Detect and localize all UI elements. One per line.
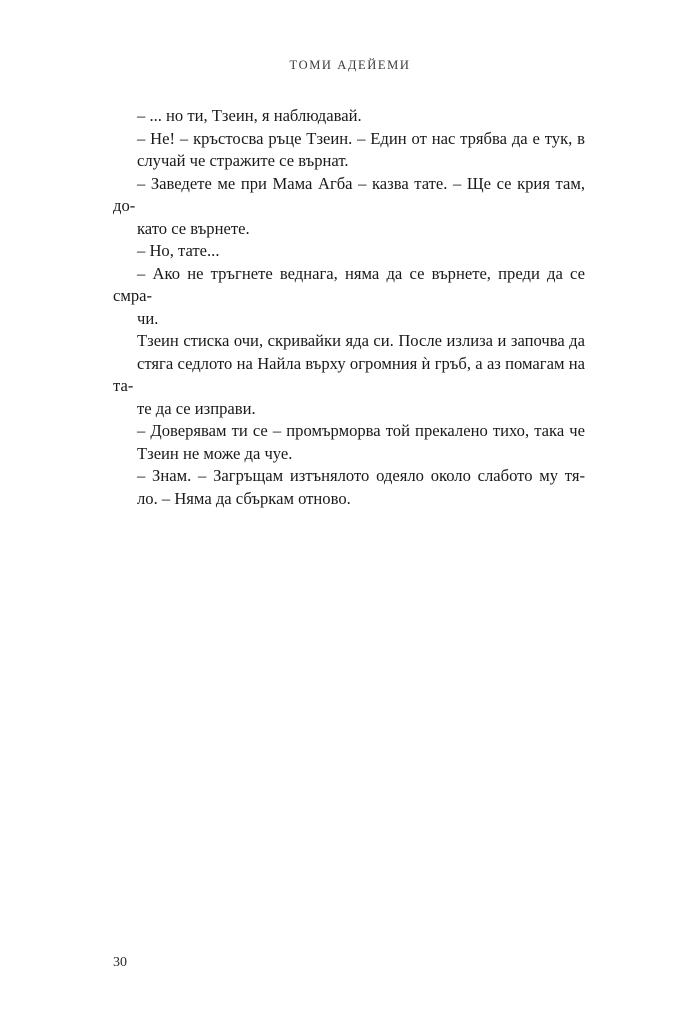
text-line: – ... но ти, Тзеин, я наблюдавай.: [137, 106, 362, 125]
text-line: – Заведете ме при Мама Агба – казва тате. – Ще се крия там, до-: [113, 173, 585, 215]
text-line: – Доверявам ти се – промърморва той прекалено тихо, така че: [137, 421, 585, 440]
text-line: – Ако не тръгнете веднага, няма да се върнете, преди да се смра-: [113, 263, 585, 305]
paragraph: [113, 240, 585, 263]
paragraph: [113, 420, 585, 465]
text-line: като се върнете.: [137, 218, 250, 238]
text-line: стяга седлото на Найла върху огромния ѝ гръб, а аз помагам на та-: [113, 353, 585, 395]
text-line: – Не! – кръстосва ръце Тзеин. – Един от нас трябва да е тук, в: [137, 128, 585, 148]
paragraph: [113, 173, 585, 241]
text-line: Тзеин стиска очи, скривайки яда си. После излиза и започва да: [137, 331, 585, 350]
paragraph: [113, 465, 585, 510]
text-line: – Но, тате...: [137, 241, 220, 260]
paragraph: [113, 263, 585, 331]
paragraph: [113, 105, 585, 128]
body-text: [113, 105, 585, 510]
text-line: – Знам. – Загръщам изтънялото одеяло около слабото му тя-: [137, 466, 585, 485]
text-line: Тзеин не може да чуе.: [137, 443, 293, 463]
text-line: ло. – Няма да сбъркам отново.: [137, 488, 351, 508]
paragraph: [113, 330, 585, 420]
text-line: чи.: [137, 308, 159, 328]
text-line: те да се изправи.: [137, 398, 256, 418]
paragraph: [113, 128, 585, 173]
page-number: 30: [113, 955, 127, 970]
text-line: случай че стражите се върнат.: [137, 151, 349, 170]
running-head: ТОМИ АДЕЙЕМИ: [289, 58, 411, 72]
